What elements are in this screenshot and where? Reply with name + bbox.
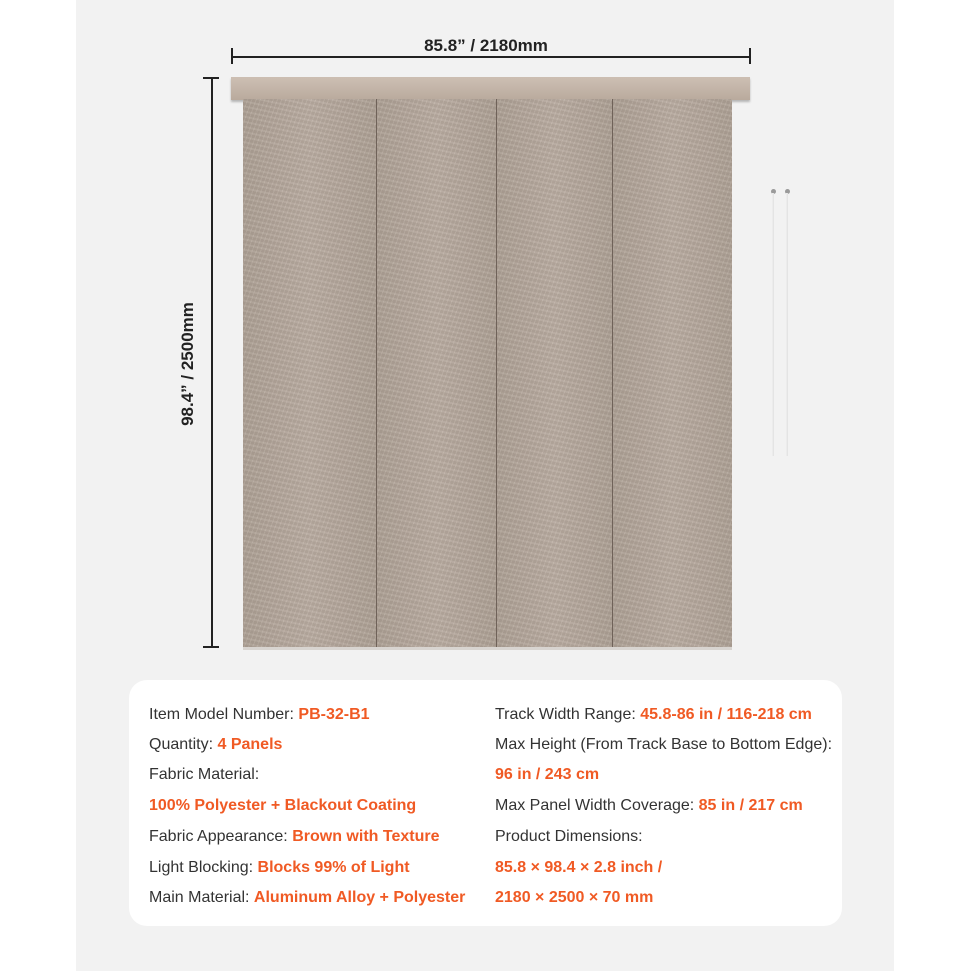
spec-fabric-appearance: Fabric Appearance: Brown with Texture — [149, 828, 440, 845]
spec-product-dimensions-inch: 85.8 × 98.4 × 2.8 inch / — [495, 859, 663, 876]
spec-product-dimensions-label: Product Dimensions: — [495, 828, 643, 845]
blind-valance — [231, 77, 750, 100]
blind-panel — [243, 99, 377, 649]
control-wand — [786, 193, 788, 456]
control-wand — [772, 193, 774, 456]
height-dimension-cap-bottom — [203, 646, 219, 648]
blind-panel — [377, 99, 497, 649]
spec-product-dimensions-mm: 2180 × 2500 × 70 mm — [495, 889, 654, 906]
width-dimension-line — [232, 56, 750, 58]
blind-panel — [497, 99, 613, 649]
specs-card — [129, 680, 842, 926]
spec-quantity: Quantity: 4 Panels — [149, 736, 283, 753]
blind-panel — [613, 99, 732, 649]
spec-fabric-material-label: Fabric Material: — [149, 766, 260, 783]
blind-bottom-rail — [243, 647, 732, 650]
height-dimension-cap-top — [203, 77, 219, 79]
spec-fabric-material-value: 100% Polyester + Blackout Coating — [149, 797, 417, 814]
height-dimension-label: 98.4” / 2500mm — [176, 264, 200, 464]
spec-model-number: Item Model Number: PB-32-B1 — [149, 706, 370, 723]
spec-main-material: Main Material: Aluminum Alloy + Polyester — [149, 889, 466, 906]
spec-max-height-label: Max Height (From Track Base to Bottom Edge): — [495, 736, 833, 753]
width-dimension-label: 85.8” / 2180mm — [384, 36, 588, 56]
spec-max-height-value: 96 in / 243 cm — [495, 766, 600, 783]
width-dimension-cap-left — [231, 48, 233, 64]
width-dimension-cap-right — [749, 48, 751, 64]
height-dimension-line — [211, 78, 213, 647]
spec-track-width: Track Width Range: 45.8-86 in / 116-218 cm — [495, 706, 812, 723]
spec-light-blocking: Light Blocking: Blocks 99% of Light — [149, 859, 410, 876]
spec-max-panel-width: Max Panel Width Coverage: 85 in / 217 cm — [495, 797, 803, 814]
